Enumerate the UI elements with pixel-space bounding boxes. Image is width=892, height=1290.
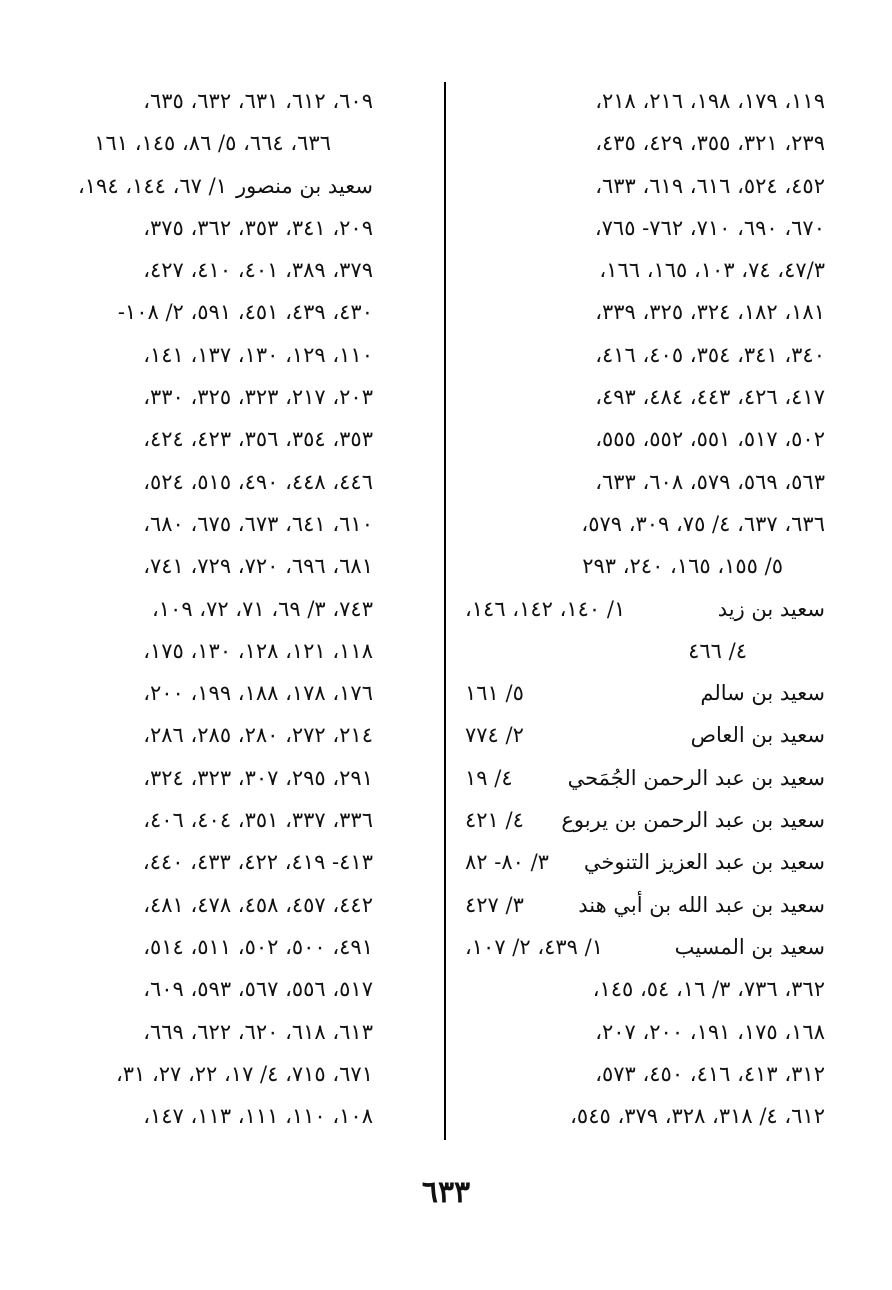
entry-name: سعيد بن سالم [700,681,825,706]
entry-references: ١/ ٤٣٩، ٢/ ١٠٧، [465,934,604,959]
entry-name: سعيد بن زيد [717,596,825,621]
entry-name: سعيد بن عبد الرحمن الجُمَحي [567,765,825,790]
index-line: ٢٠٩، ٣٤١، ٣٥٣، ٣٦٢، ٣٧٥، [143,215,373,240]
entry-name: سعيد بن عبد الله بن أبي هند [578,892,825,917]
index-line: ٤٤٢، ٤٥٧، ٤٥٨، ٤٧٨، ٤٨١، [143,892,373,917]
index-line: ٢١٤، ٢٧٢، ٢٨٠، ٢٨٥، ٢٨٦، [143,723,373,748]
index-line: ٧٤٣، ٣/ ٦٩، ٧١، ٧٢، ١٠٩، [151,596,373,621]
entry-references: ٣/ ٨٠- ٨٢ [465,850,549,875]
index-line: ٣١٢، ٤١٣، ٤١٦، ٤٥٠، ٥٧٣، [595,1061,825,1086]
page-number: ٦٣٣ [421,1175,471,1210]
index-line: ٥٦٣، ٥٦٩، ٥٧٩، ٦٠٨، ٦٣٣، [595,469,825,494]
entry-references: ٣/ ٤٢٧ [465,892,524,917]
index-line: ٦٧٠، ٦٩٠، ٧١٠، ٧٦٢- ٧٦٥، [594,215,825,240]
index-line: ٣٧٩، ٣٨٩، ٤٠١، ٤١٠، ٤٢٧، [143,258,373,283]
index-line: ٤٥٢، ٥٢٤، ٦١٦، ٦١٩، ٦٣٣، [595,173,825,198]
index-line: ١٧٦، ١٧٨، ١٨٨، ١٩٩، ٢٠٠، [143,681,373,706]
index-entry [455,672,825,714]
index-column-right [455,80,825,1137]
index-line: ٤/ ٤٦٦ [688,638,747,663]
index-line: ٥٠٢، ٥١٧، ٥٥١، ٥٥٢، ٥٥٥، [595,427,825,452]
entry-name: سعيد بن عبد العزيز التنوخي [583,850,825,875]
index-column-left [68,80,373,1137]
index-entry [455,588,825,630]
entry-references: ٤/ ٤٢١ [465,808,524,833]
index-entry [455,714,825,756]
index-line: ٤٩١، ٥٠٠، ٥٠٢، ٥١١، ٥١٤، [143,934,373,959]
index-line: ٣٣٦، ٣٣٧، ٣٥١، ٤٠٤، ٤٠٦، [143,808,373,833]
entry-references: ٤/ ١٩ [465,765,513,790]
index-entry [455,799,825,841]
index-line: ٤٣٠، ٤٣٩، ٤٥١، ٥٩١، ٢/ ١٠٨- [117,300,373,325]
entry-name: سعيد بن منصور [235,173,373,198]
index-line: ٢٠٣، ٢١٧، ٣٢٣، ٣٢٥، ٣٣٠، [143,385,373,410]
index-line: ٦٣٦، ٦٣٧، ٤/ ٧٥، ٣٠٩، ٥٧٩، [581,511,825,536]
entry-name: سعيد بن عبد الرحمن بن يربوع [561,808,825,833]
index-line: ٣٦٢، ٧٣٦، ٣/ ١٦، ٥٤، ١٤٥، [592,977,825,1002]
index-line: ٦٣٦، ٦٦٤، ٥/ ٨٦، ١٤٥، ١٦١ [94,131,331,156]
index-line: ١٦٨، ١٧٥، ١٩١، ٢٠٠، ٢٠٧، [595,1019,825,1044]
index-line: ٢٣٩، ٣٢١، ٣٥٥، ٤٢٩، ٤٣٥، [595,131,825,156]
index-line: ٢٩١، ٢٩٥، ٣٠٧، ٣٢٣، ٣٢٤، [143,765,373,790]
index-entry [68,165,373,207]
index-line: ٣٤٠، ٣٤١، ٣٥٤، ٤٠٥، ٤١٦، [595,342,825,367]
index-line: ١١٨، ١٢١، ١٢٨، ١٣٠، ١٧٥، [143,638,373,663]
index-line: ٦٨١، ٦٩٦، ٧٢٠، ٧٢٩، ٧٤١، [143,554,373,579]
index-line: ٤٤٦، ٤٤٨، ٤٩٠، ٥١٥، ٥٢٤، [143,469,373,494]
entry-references: ١/ ١٤٠، ١٤٢، ١٤٦، [465,596,626,621]
column-divider [444,82,446,1140]
index-line: ٤١٣- ٤١٩، ٤٢٢، ٤٣٣، ٤٤٠، [142,850,373,875]
index-entry [455,926,825,968]
index-line: ٥١٧، ٥٥٦، ٥٦٧، ٥٩٣، ٦٠٩، [143,977,373,1002]
entry-references: ٢/ ٧٧٤ [465,723,524,748]
index-line: ١٨١، ١٨٢، ٣٢٤، ٣٢٥، ٣٣٩، [595,300,825,325]
entry-references: ١/ ٦٧، ١٤٤، ١٩٤، [78,173,227,198]
entry-name: سعيد بن العاص [690,723,825,748]
index-line: ٤٧/٣، ٧٤، ١٠٣، ١٦٥، ١٦٦، [599,258,825,283]
index-entry [455,841,825,883]
index-line: ١١٠، ١٢٩، ١٣٠، ١٣٧، ١٤١، [143,342,373,367]
entry-references: ٥/ ١٦١ [465,681,524,706]
index-entry [455,884,825,926]
index-line: ٥/ ١٥٥، ١٦٥، ٢٤٠، ٢٩٣ [582,554,783,579]
entry-name: سعيد بن المسيب [674,934,825,959]
index-entry [455,757,825,799]
index-line: ١٠٨، ١١٠، ١١١، ١١٣، ١٤٧، [143,1104,373,1129]
index-line: ٦١٣، ٦١٨، ٦٢٠، ٦٢٢، ٦٦٩، [143,1019,373,1044]
index-line: ١١٩، ١٧٩، ١٩٨، ٢١٦، ٢١٨، [595,89,825,113]
index-line: ٣٥٣، ٣٥٤، ٣٥٦، ٤٢٣، ٤٢٤، [143,427,373,452]
index-line: ٦١٠، ٦٤١، ٦٧٣، ٦٧٥، ٦٨٠، [143,511,373,536]
index-line: ٦١٢، ٤/ ٣١٨، ٣٢٨، ٣٧٩، ٥٤٥، [570,1104,825,1129]
index-line: ٤١٧، ٤٢٦، ٤٤٣، ٤٨٤، ٤٩٣، [595,385,825,410]
index-line: ٦٠٩، ٦١٢، ٦٣١، ٦٣٢، ٦٣٥، [143,89,373,113]
index-line: ٦٧١، ٧١٥، ٤/ ١٧، ٢٢، ٢٧، ٣١، [115,1061,373,1086]
